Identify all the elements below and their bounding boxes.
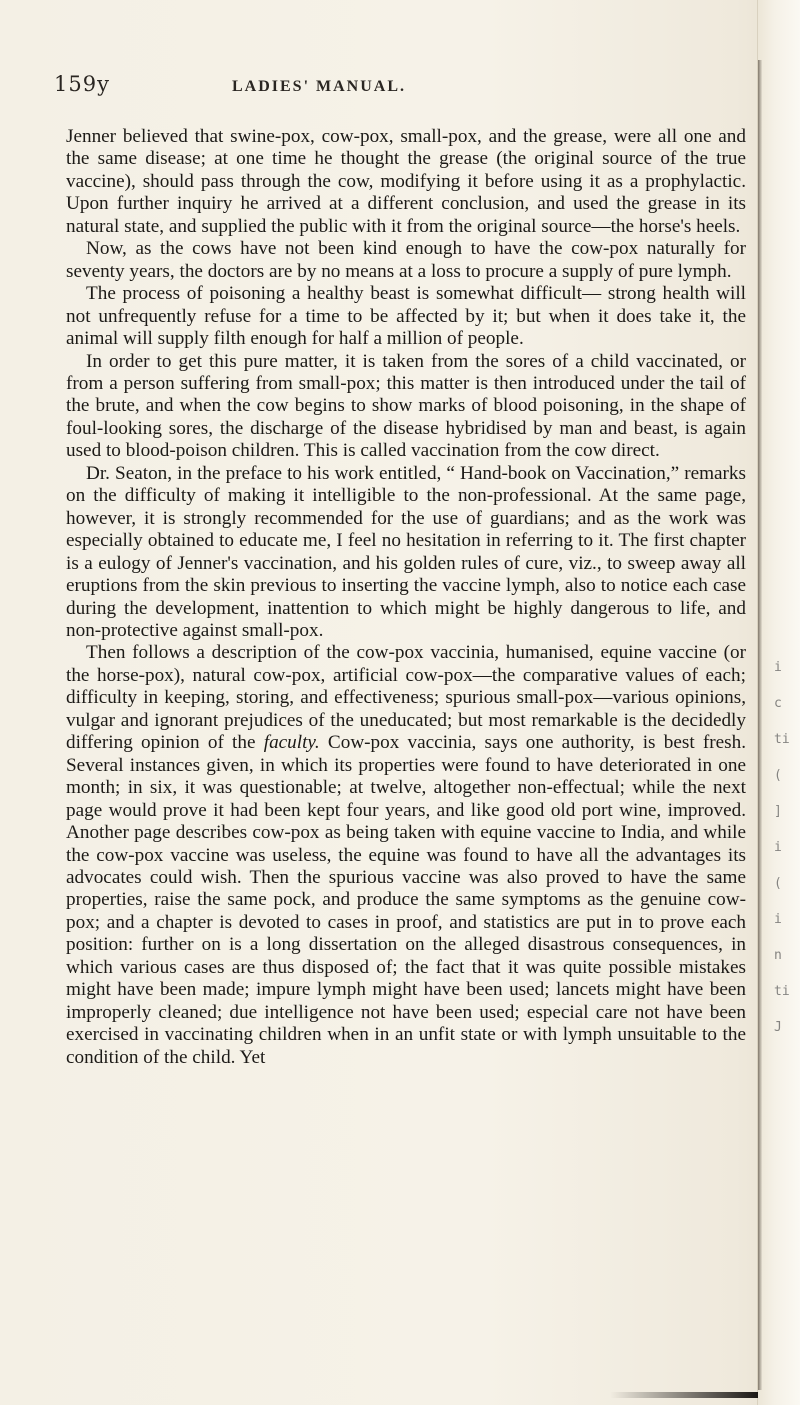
body-text [66, 126, 746, 1069]
margin-mark: ( [774, 768, 782, 783]
paragraph [66, 642, 746, 1069]
margin-mark: ti [774, 984, 790, 999]
paragraph: Now, as the cows have not been kind enough to have the cow-pox naturally for seventy years, the doctors are by no means at a loss to procure a supply of pure lymph. [66, 238, 746, 282]
paragraph-text: Then follows a description of the cow-pox vaccinia, humanised, equine vaccine (or the horse-pox), natural cow-pox, artificial cow-pox—the comparative values of each; difficulty in keeping, storing, and effectiveness; spurious small-pox—various opinions, vulgar and ignorant prejudices of the uneducated; but most remarkable is the decidedly differing opinion of the [66, 642, 746, 754]
margin-mark: ] [774, 804, 782, 819]
paragraph-text: Cow-pox vaccinia, says one authority, is best fresh. Several instances given, in which its properties were found to have deteriorated in one month; in six, it was questionable; at twelve, altogether non-effectual; while the next page would prove it had been kept four years, and like good old port wine, improved. Another page describes cow-pox as being taken with equine vaccine to India, and while the cow-pox vaccine was useless, the equine was found to have all the advantages its advocates could wish. Then the spurious vaccine was also proved to have the same properties, raise the same pock, and produce the same symptoms as the genuine cow-pox; and a chapter is devoted to cases in proof, and statistics are put in to prove each position: further on is a long dissertation on the alleged disastrous consequences, in which various cases are thus disposed of; the fact that it was quite possible mistakes might have been made; impure lymph might have been used; lancets might have been improperly cleaned; due intelligence not have been used; especial care not have been exercised in vaccinating children when in an unfit state or with lymph unsuitable to the condition of the child. Yet [66, 732, 747, 1068]
margin-mark: J [774, 1020, 782, 1035]
margin-mark: c [774, 696, 782, 711]
binding-shadow [758, 60, 762, 1390]
running-head: LADIES' MANUAL. [232, 78, 407, 95]
page-header [54, 72, 744, 112]
paragraph: In order to get this pure matter, it is taken from the sores of a child vaccinated, or from a person suffering from small-pox; this matter is then introduced under the tail of the brute, and when the cow begins to show marks of blood poisoning, in the shape of foul-looking sores, the discharge of the disease hybridised by man and beast, is again used to blood-poison children. This is called vaccination from the cow direct. [66, 350, 746, 462]
page-bottom-edge [610, 1392, 758, 1398]
paragraph: Jenner believed that swine-pox, cow-pox, small-pox, and the grease, were all one and the same disease; at one time he thought the grease (the original source of the true vaccine), should pass through the cow, modifying it before using it as a prophylactic. Upon further inquiry he arrived at a different conclusion, and used the grease in its natural state, and supplied the public with it from the original source—the horse's heels. [66, 126, 746, 237]
margin-mark: i [774, 660, 782, 675]
italic-word: faculty. [263, 732, 320, 754]
margin-mark: n [774, 948, 782, 963]
margin-mark: i [774, 840, 782, 855]
margin-marks [774, 650, 790, 1046]
margin-mark: ( [774, 876, 782, 891]
paragraph: The process of poisoning a healthy beast is somewhat difficult— strong health will not unfrequently refuse for a time to be affected by it; but when it does take it, the animal will supply filth enough for half a million of people. [66, 283, 746, 350]
margin-mark: ti [774, 732, 790, 747]
margin-mark: i [774, 912, 782, 927]
paragraph: Dr. Seaton, in the preface to his work entitled, “ Hand-book on Vaccination,” remarks on the difficulty of making it intelligible to the non-professional. At the same page, however, it is strongly recommended for the use of guardians; and as the work was especially obtained to educate me, I feel no hesitation in referring to it. The first chapter is a eulogy of Jenner's vaccination, and his golden rules of cure, viz., to sweep away all eruptions from the skin previous to inserting the vaccine lymph, also to notice each case during the development, inattention to which might be highly dangerous to life, and non-protective against small-pox. [66, 462, 746, 641]
page-number: 159y [54, 72, 110, 96]
